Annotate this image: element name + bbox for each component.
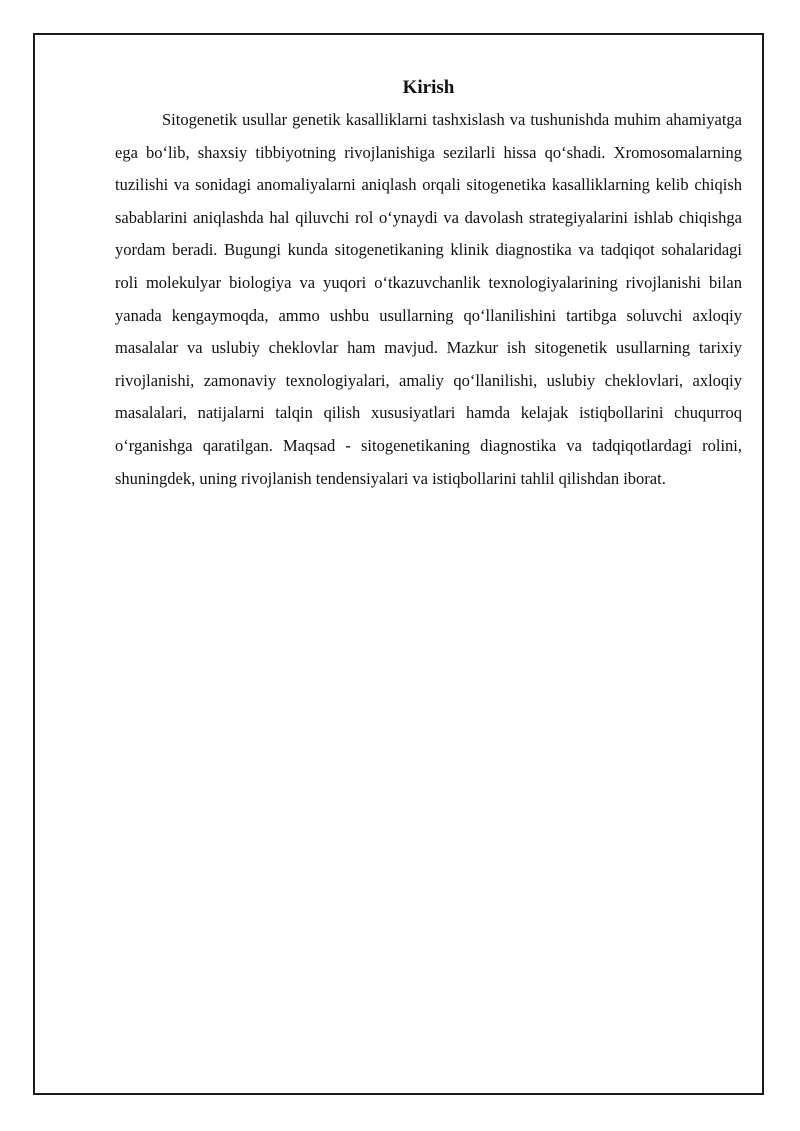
section-title: Kirish — [402, 77, 455, 98]
intro-paragraph: Sitogenetik usullar genetik kasalliklarni tashxislash va tushunishda muhim ahamiyatga ega bo‘lib, shaxsiy tibbiyotning rivojlanishiga sezilarli hissa qo‘shadi. Xromosomalarning tuzilishi va sonidagi anomaliyalarni aniqlash orqali sitogenetika kasalliklarning kelib chiqish sabablarini aniqlashda hal qiluvchi rol o‘ynaydi va davolash strategiyalarini ishlab chiqishga yordam beradi. Bugungi kunda sitogenetikaning klinik diagnostika va tadqiqot sohalaridagi roli molekulyar biologiya va yuqori o‘tkazuvchanlik texnologiyalarining rivojlanishi bilan yanada kengaymoqda, ammo ushbu usullarning qo‘llanilishini tartibga soluvchi axloqiy masalalar va uslubiy cheklovlar ham mavjud. Mazkur ish sitogenetik usullarning tarixiy rivojlanishi, zamonaviy texnologiyalari, amaliy qo‘llanilishi, uslubiy cheklovlari, axloqiy masalalari, natijalarni talqin qilish xususiyatlari hamda kelajak istiqbollarini chuqurroq o‘rganishga qaratilgan. Maqsad - sitogenetikaning diagnostika va tadqiqotlardagi rolini, shuningdek, uning rivojlanish tendensiyalari va istiqbollarini tahlil qilishdan iborat. — [115, 110, 742, 488]
document-body — [115, 76, 742, 495]
